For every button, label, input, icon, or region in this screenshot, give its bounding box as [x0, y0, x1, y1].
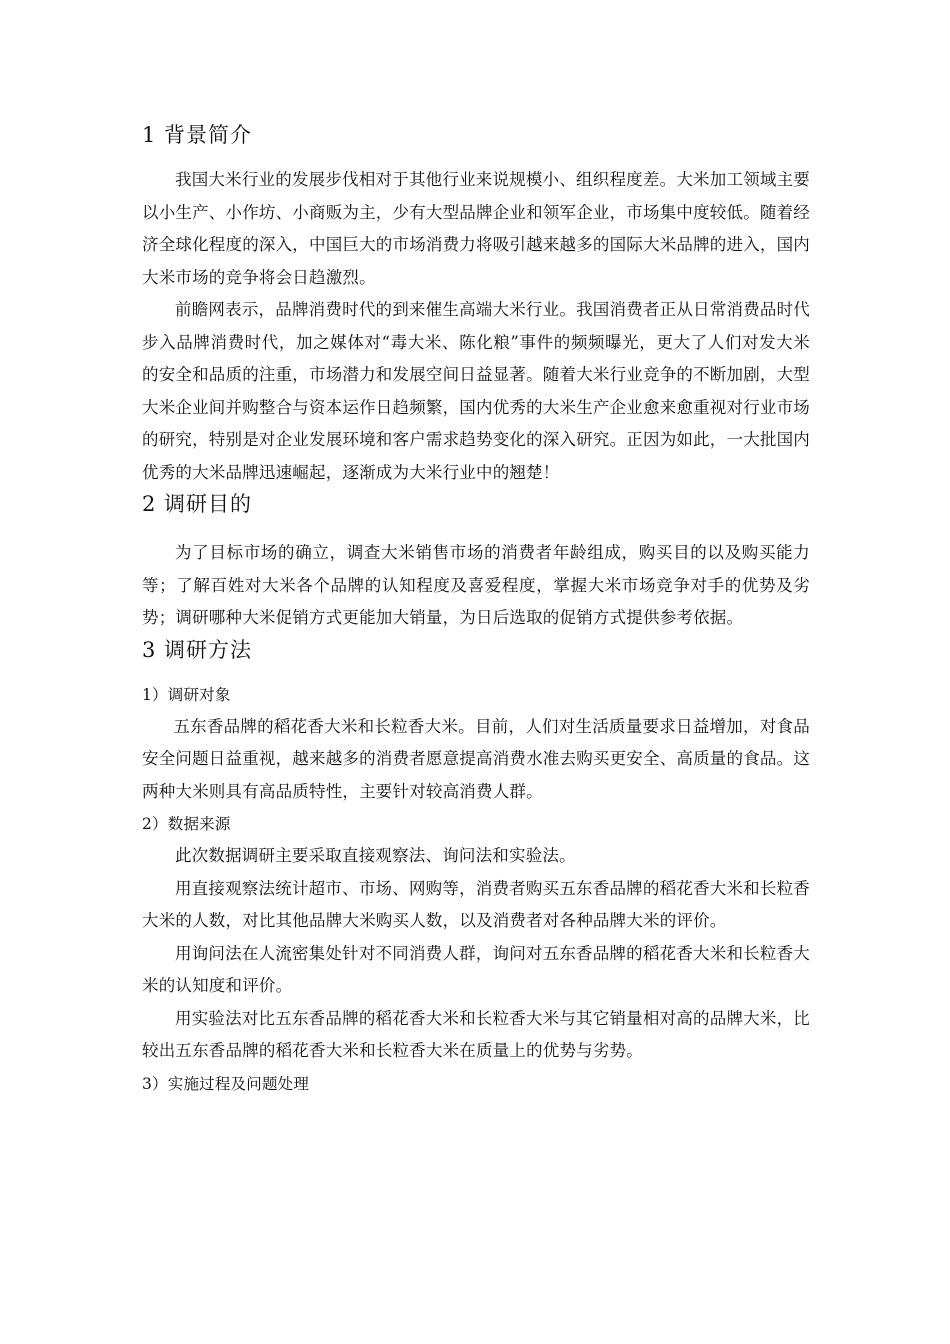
background-paragraph-2: 前瞻网表示，品牌消费时代的到来催生高端大米行业。我国消费者正从日常消费品时代步入品牌消费时代，加之媒体对“毒大米、陈化粮”事件的频频曝光，更大了人们对发大米的安全和品质的注重，市场潜力和发展空间日益显著。随着大米行业竞争的不断加剧，大型大米企业间并购整合与资本运作日趋频繁，国内优秀的大米生产企业愈来愈重视对行业市场的研究，特别是对企业发展环境和客户需求趋势变化的深入研究。正因为如此，一大批国内优秀的大米品牌迅速崛起，逐渐成为大米行业中的翘楚！	[142, 300, 810, 482]
research-object-paragraph: 五东香品牌的稻花香大米和长粒香大米。目前，人们对生活质量要求日益增加，对食品安全问题日益重视，越来越多的消费者愿意提高消费水准去购买更安全、高质量的食品。这两种大米则具有高品质特性，主要针对较高消费人群。	[142, 716, 810, 801]
subheading-research-object: 1）调研对象	[142, 685, 231, 704]
background-paragraph-1: 我国大米行业的发展步伐相对于其他行业来说规模小、组织程度差。大米加工领域主要以小生产、小作坊、小商贩为主，少有大型品牌企业和领军企业，市场集中度较低。随着经济全球化程度的深入，中国巨大的市场消费力将吸引越来越多的国际大米品牌的进入，国内大米市场的竞争将会日趋激烈。	[142, 170, 810, 287]
subheading-implementation: 3）实施过程及问题处理	[142, 1074, 310, 1093]
purpose-paragraph: 为了目标市场的确立，调查大米销售市场的消费者年龄组成，购买目的以及购买能力等；了解百姓对大米各个品牌的认知程度及喜爱程度，掌握大米市场竞争对手的优势及劣势；调研哪种大米促销方式更能加大销量，为日后选取的促销方式提供参考依据。	[142, 543, 810, 627]
data-source-paragraph-2: 用直接观察法统计超市、市场、网购等，消费者购买五东香品牌的稻花香大米和长粒香大米的人数，对比其他品牌大米购买人数，以及消费者对各种品牌大米的评价。	[142, 878, 810, 930]
section-heading-background: 1 背景简介	[142, 123, 253, 147]
document-page	[142, 0, 810, 1344]
data-source-paragraph-3: 用询问法在人流密集处针对不同消费人群，询问对五东香品牌的稻花香大米和长粒香大米的认知度和评价。	[142, 943, 810, 995]
section-heading-method: 3 调研方法	[142, 637, 253, 662]
section-heading-purpose: 2 调研目的	[142, 492, 253, 516]
subheading-data-source: 2）数据来源	[142, 815, 231, 833]
data-source-paragraph-4: 用实验法对比五东香品牌的稻花香大米和长粒香大米与其它销量相对高的品牌大米，比较出五东香品牌的稻花香大米和长粒香大米在质量上的优势与劣势。	[142, 1008, 810, 1060]
data-source-paragraph-1: 此次数据调研主要采取直接观察法、询问法和实验法。	[175, 846, 576, 865]
